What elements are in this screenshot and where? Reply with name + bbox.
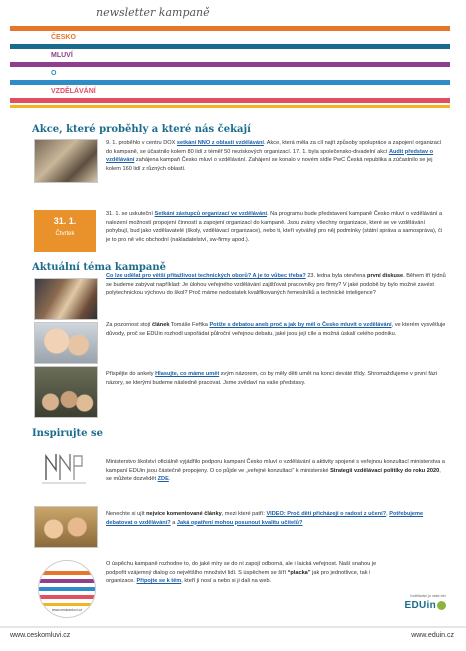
- date-badge-day: 31. 1.: [53, 216, 77, 226]
- header-stripe-1: [10, 26, 450, 31]
- inspire-item-1: Ministerstvo školství oficiálně vyjádřilo podporu kampani Česko mluví o vzdělávání a aktivity spojené s veřejnou konzultací ministerstva a kampaní EDUin jsou částečně propojeny. O co půjde ve „veřejné konzultaci“ k ministerské Strategii vzdělávací politiky do roku 2020, se můžete dozvědět ZDE.: [106, 459, 445, 483]
- link-technical-fields[interactable]: Co lze udělat pro větší přitažlivost technických oborů? A je to vůbec třeba?: [106, 273, 306, 279]
- topic-item-1: Co lze udělat pro větší přitažlivost technických oborů? A je to vůbec třeba? 23. ledna byla otevřena první diskuse. Během tří týdnů se budeme zabývat například: Je úlohou veřejného vzdělávání zajišťovat pracovníky pro firmy? V jaké podobě by bylo možné zavést polytechnickou výchovu do škol? Proč máme nedostatek kvalifikovaných řemeslníků a technické inteligence?: [106, 273, 446, 297]
- ministry-logo-icon: [40, 448, 88, 486]
- eduin-logo: [396, 594, 446, 618]
- section-heading-events: Akce, které proběhly a které nás čekají: [32, 124, 251, 135]
- discussion-photo: [34, 278, 98, 320]
- link-zde[interactable]: ZDE: [157, 476, 169, 483]
- link-kvalita-ucitelu[interactable]: Jaká opatření mohou posunout kvalitu učitelů?: [176, 519, 303, 526]
- header-stripe-3: [10, 62, 450, 67]
- link-nno-meeting[interactable]: setkání NNO z oblasti vzdělávání: [176, 140, 264, 146]
- header-word-cesko: ČESKO: [48, 33, 79, 43]
- section-heading-inspire: Inspirujte se: [32, 428, 103, 439]
- eduin-circle-icon: [437, 601, 446, 610]
- header-stripe-6: [10, 105, 450, 108]
- link-audit-predstav[interactable]: Audit představ o vzdělávání: [106, 148, 434, 164]
- footer-link-eduin[interactable]: www.eduin.cz: [411, 632, 454, 639]
- eduin-logo-text: EDUin: [404, 600, 436, 611]
- link-setkani-zastupcu[interactable]: Setkání zástupců organizací ve vzdělávání: [154, 211, 268, 217]
- header-word-o: O: [48, 69, 59, 79]
- header-stripe-2: [10, 44, 450, 49]
- header-stripe-5: [10, 98, 450, 103]
- date-badge-weekday: Čtvrtek: [55, 231, 75, 237]
- event-photo: [34, 139, 98, 183]
- link-article-fertek[interactable]: Potíže s debatou aneb proč a jak by měl o Česko mluvit o vzdělávání: [209, 322, 392, 328]
- newsletter-subtitle: newsletter kampaně: [96, 6, 210, 19]
- children-photo: [34, 322, 98, 364]
- link-video-radost[interactable]: VIDEO: Proč děti přicházejí o radost z učení?: [266, 511, 387, 517]
- section-heading-topic: Aktuální téma kampaně: [32, 262, 167, 273]
- campaign-badge: [38, 560, 96, 618]
- badge-url: www.ceskomluvi.cz: [51, 608, 83, 612]
- link-poll-co-mame-umet[interactable]: Hlasujte, co máme umět: [155, 371, 220, 377]
- link-potrebujeme-debatovat[interactable]: Potřebujeme debatovat o vzdělávání?: [106, 511, 424, 526]
- articles-photo: [34, 506, 98, 548]
- inspire-item-3: O úspěchu kampaně rozhodne to, do jaké míry se do ní zapojí odborná, ale i laická veřejnost. Naší snahou je podpořit vzájemný dialog co největšího množství lidí. S úspěchem se šíří “placka” jak pro jednotlivce, tak i organizace. Připojte se k těm, kteří ji nosí a nebo si ji dali na web.: [106, 561, 377, 585]
- eduin-logo-caption: Vzdělávání je naše věc: [410, 594, 446, 598]
- masthead: [10, 6, 456, 106]
- footer-link-ceskomluvi[interactable]: www.ceskomluvi.cz: [10, 632, 71, 639]
- event-item-1: 9. 1. proběhlo v centru DOX setkání NNO z oblasti vzdělávání. Akce, která měla za cíl najít způsoby spolupráce a zapojení organizací do kampaně, se účastnilo kolem 80 lidí z téměř 50 neziskových organizací. 17. 1. byla společensko-divadelní akcí Audit představ o vzdělávání zahájena kampaň Česko mluví o vzdělávání. Zahájení se konalo v novém sídle PwC Česká republika a zúčastnilo se jej kolem 160 lidí z různých oblastí.: [106, 140, 442, 172]
- topic-item-3: Přispějte do ankety Hlasujte, co máme umět svým názorem, co by měly děti umět na konci deváté třídy. Shromažďujeme v první fázi názory, se kterými budeme následně pracovat. Jsme zvědaví na vaše představy.: [106, 371, 438, 386]
- ministry-logo: [40, 448, 88, 486]
- footer-divider: [0, 626, 466, 628]
- header-word-mluvi: MLUVÍ: [48, 51, 76, 61]
- inspire-item-2: Nenechte si ujít nejvíce komentované články, mezi které patří: VIDEO: Proč děti přicházejí o radost z učení?, Potřebujeme debatovat o vzdělávání? a Jaká opatření mohou posunout kvalitu učitelů?: [106, 511, 424, 526]
- header-stripe-4: [10, 80, 450, 85]
- link-pripojte-se[interactable]: Připojte se k těm: [136, 578, 182, 585]
- classroom-photo: [34, 366, 98, 418]
- topic-item-2: Za pozornost stojí článek Tomáše Feřtka Potíže s debatou aneb proč a jak by měl o Česko mluvit o vzdělávání, ve kterém vysvětluje důvody, proč se EDUin rozhodl uspořádat půlroční veřejnou debatu, jaké jsou její cíle a možná úskalí celého podniku.: [106, 322, 446, 337]
- event-item-2: 31. 1. se uskuteční Setkání zástupců organizací ve vzdělávání. Na programu bude představení kampaně Česko mluví o vzdělávání a nalezení možností propojení činností a zapojení organizací do kampaně. Jsou zvány všechny organizace, které se ve vzdělávání pohybují, bud jako vzdělavatelé (školy, vzdělávací organizace), nebo ti, kteří vytvářejí pro něj podmínky (státní správa a samospráva), či je to pro ně věc obchodní (nakladatelství, sw-firmy apod.).: [106, 211, 443, 243]
- header-word-vzdelavani: VZDĚLÁVÁNÍ: [48, 87, 99, 97]
- date-badge: [34, 210, 96, 252]
